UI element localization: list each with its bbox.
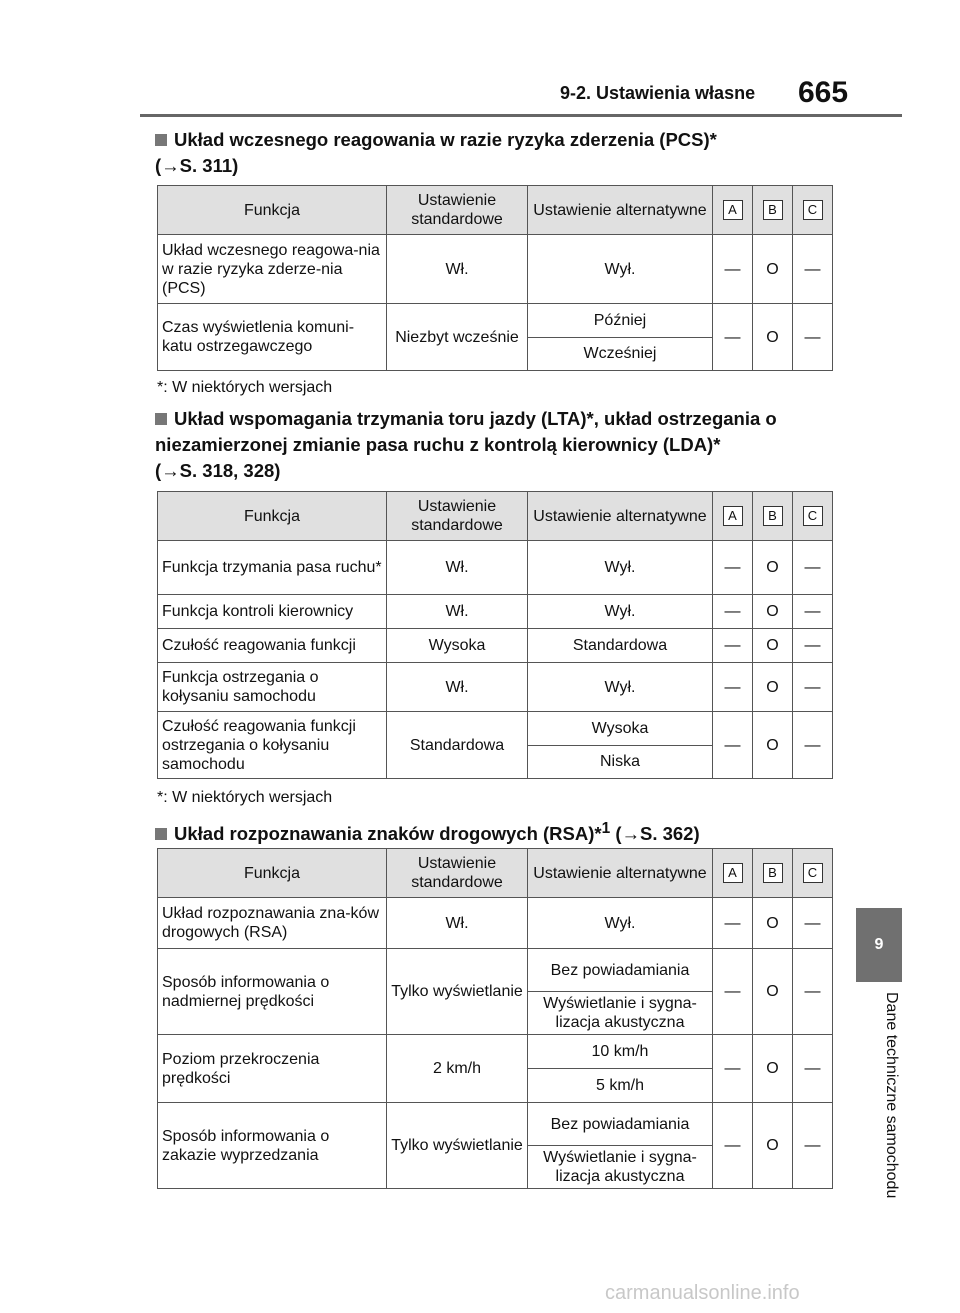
header-col-b: [753, 849, 793, 898]
col-a-label: A: [723, 506, 743, 526]
col-a-cell: —: [713, 304, 753, 371]
col-b-cell: O: [753, 1103, 793, 1189]
col-b-cell: O: [753, 235, 793, 304]
col-a-cell: —: [713, 663, 753, 712]
pcs-table: [157, 185, 833, 371]
alt-value-cell: 5 km/h: [528, 1069, 713, 1103]
alt-value-cell: Wył.: [528, 235, 713, 304]
header-alternative: Ustawienie alternatywne: [528, 186, 713, 235]
header-col-b: [753, 492, 793, 541]
lta-table: [157, 491, 833, 779]
footnote: *: W niektórych wersjach: [157, 379, 333, 396]
col-c-cell: —: [793, 541, 833, 595]
section-sup: 1: [601, 820, 611, 837]
table-row: [158, 595, 833, 629]
col-c-label: C: [803, 506, 823, 526]
col-c-label: C: [803, 200, 823, 220]
header-col-c: [793, 186, 833, 235]
col-b-label: B: [763, 200, 783, 220]
col-a-cell: —: [713, 1035, 753, 1103]
table-row: [158, 629, 833, 663]
watermark: carmanualsonline.info: [605, 1282, 800, 1304]
section-ref: (→S. 318, 328): [155, 460, 281, 481]
header-col-a: [713, 186, 753, 235]
default-value-cell: Wł.: [387, 595, 528, 629]
col-b-label: B: [763, 506, 783, 526]
table-row: [158, 235, 833, 304]
function-cell: Układ rozpoznawania zna-ków drogowych (RSA): [158, 898, 387, 949]
default-value-cell: Wł.: [387, 898, 528, 949]
header-title: 9-2. Ustawienia własne: [560, 83, 756, 103]
header-rule: [140, 114, 902, 117]
col-a-cell: —: [713, 1103, 753, 1189]
col-c-label: C: [803, 863, 823, 883]
bullet-square-icon: [155, 413, 167, 425]
col-b-cell: O: [753, 898, 793, 949]
function-cell: Czułość reagowania funkcji ostrzegania o kołysaniu samochodu: [158, 712, 387, 779]
table-header-row: [158, 492, 833, 541]
col-a-label: A: [723, 863, 743, 883]
col-a-cell: —: [713, 949, 753, 1035]
rsa-table: [157, 848, 833, 1189]
default-value-cell: Tylko wyświetlanie: [387, 1103, 528, 1189]
table-row: [158, 1035, 833, 1069]
section-title: Układ wspomagania trzymania toru jazdy (LTA)*, układ ostrzegania o niezamierzonej zmianie pasa ruchu z kontrolą kierownicy (LDA)*: [155, 408, 777, 455]
col-b-cell: O: [753, 595, 793, 629]
table-row: [158, 1103, 833, 1146]
function-cell: Funkcja ostrzegania o kołysaniu samochodu: [158, 663, 387, 712]
table-row: [158, 949, 833, 992]
col-b-cell: O: [753, 712, 793, 779]
header-col-c: [793, 849, 833, 898]
default-value-cell: 2 km/h: [387, 1035, 528, 1103]
alt-value-cell: 10 km/h: [528, 1035, 713, 1069]
default-value-cell: Tylko wyświetlanie: [387, 949, 528, 1035]
alt-value-cell: Wyświetlanie i sygna-lizacja akustyczna: [528, 1146, 713, 1189]
col-c-cell: —: [793, 629, 833, 663]
alt-value-cell: Wył.: [528, 595, 713, 629]
default-value-cell: Niezbyt wcześnie: [387, 304, 528, 371]
table-header-row: [158, 849, 833, 898]
default-value-cell: Wł.: [387, 541, 528, 595]
col-a-cell: —: [713, 898, 753, 949]
default-value-cell: Wł.: [387, 663, 528, 712]
table-row: [158, 663, 833, 712]
col-b-cell: O: [753, 1035, 793, 1103]
col-c-cell: —: [793, 235, 833, 304]
alt-value-cell: Wył.: [528, 541, 713, 595]
page-number: 665: [798, 76, 849, 109]
col-b-cell: O: [753, 304, 793, 371]
table-row: [158, 712, 833, 746]
default-value-cell: Wysoka: [387, 629, 528, 663]
header-default: Ustawienie standardowe: [387, 492, 528, 541]
col-c-cell: —: [793, 304, 833, 371]
alt-value-cell: Wył.: [528, 663, 713, 712]
section-pcs-heading: [155, 127, 855, 179]
header-col-a: [713, 849, 753, 898]
header-function: Funkcja: [158, 186, 387, 235]
header-col-c: [793, 492, 833, 541]
section-title: Układ wczesnego reagowania w razie ryzyka zderzenia (PCS)*: [174, 129, 717, 150]
function-cell: Czułość reagowania funkcji: [158, 629, 387, 663]
col-a-cell: —: [713, 712, 753, 779]
section-rsa-heading: [155, 816, 855, 847]
col-a-cell: —: [713, 629, 753, 663]
col-b-cell: O: [753, 949, 793, 1035]
alt-value-cell: Wcześniej: [528, 337, 713, 371]
col-a-cell: —: [713, 541, 753, 595]
col-c-cell: —: [793, 949, 833, 1035]
function-cell: Poziom przekroczenia prędkości: [158, 1035, 387, 1103]
section-ref: (→S. 311): [155, 155, 239, 176]
default-value-cell: Wł.: [387, 235, 528, 304]
col-b-cell: O: [753, 629, 793, 663]
col-b-label: B: [763, 863, 783, 883]
function-cell: Sposób informowania o nadmiernej prędkości: [158, 949, 387, 1035]
col-c-cell: —: [793, 595, 833, 629]
table-row: [158, 541, 833, 595]
section-ref: (→S. 362): [615, 823, 700, 845]
header-col-b: [753, 186, 793, 235]
function-cell: Czas wyświetlenia komuni-katu ostrzegawczego: [158, 304, 387, 371]
chapter-tab: 9: [856, 908, 902, 982]
col-c-cell: —: [793, 712, 833, 779]
header-col-a: [713, 492, 753, 541]
col-b-cell: O: [753, 541, 793, 595]
col-b-cell: O: [753, 663, 793, 712]
header-function: Funkcja: [158, 849, 387, 898]
footnote: *: W niektórych wersjach: [157, 789, 333, 806]
function-cell: Funkcja trzymania pasa ruchu*: [158, 541, 387, 595]
header-default: Ustawienie standardowe: [387, 849, 528, 898]
alt-value-cell: Wyświetlanie i sygna-lizacja akustyczna: [528, 992, 713, 1035]
header-default: Ustawienie standardowe: [387, 186, 528, 235]
col-a-label: A: [723, 200, 743, 220]
table-row: [158, 898, 833, 949]
alt-value-cell: Później: [528, 304, 713, 338]
header-alternative: Ustawienie alternatywne: [528, 492, 713, 541]
section-title: Układ rozpoznawania znaków drogowych (RSA)*: [174, 823, 602, 845]
bullet-square-icon: [155, 828, 167, 840]
alt-value-cell: Bez powiadamiania: [528, 949, 713, 992]
col-c-cell: —: [793, 1035, 833, 1103]
col-a-cell: —: [713, 235, 753, 304]
col-c-cell: —: [793, 1103, 833, 1189]
col-c-cell: —: [793, 898, 833, 949]
alt-value-cell: Standardowa: [528, 629, 713, 663]
header-alternative: Ustawienie alternatywne: [528, 849, 713, 898]
function-cell: Układ wczesnego reagowa-nia w razie ryzyka zderze-nia (PCS): [158, 235, 387, 304]
function-cell: Funkcja kontroli kierownicy: [158, 595, 387, 629]
alt-value-cell: Wył.: [528, 898, 713, 949]
function-cell: Sposób informowania o zakazie wyprzedzania: [158, 1103, 387, 1189]
section-lta-heading: [155, 406, 855, 484]
header-function: Funkcja: [158, 492, 387, 541]
alt-value-cell: Bez powiadamiania: [528, 1103, 713, 1146]
table-header-row: [158, 186, 833, 235]
col-c-cell: —: [793, 663, 833, 712]
chapter-side-label: Dane techniczne samochodu: [883, 992, 900, 1199]
bullet-square-icon: [155, 134, 167, 146]
alt-value-cell: Wysoka: [528, 712, 713, 746]
alt-value-cell: Niska: [528, 745, 713, 779]
table-row: [158, 304, 833, 338]
default-value-cell: Standardowa: [387, 712, 528, 779]
col-a-cell: —: [713, 595, 753, 629]
